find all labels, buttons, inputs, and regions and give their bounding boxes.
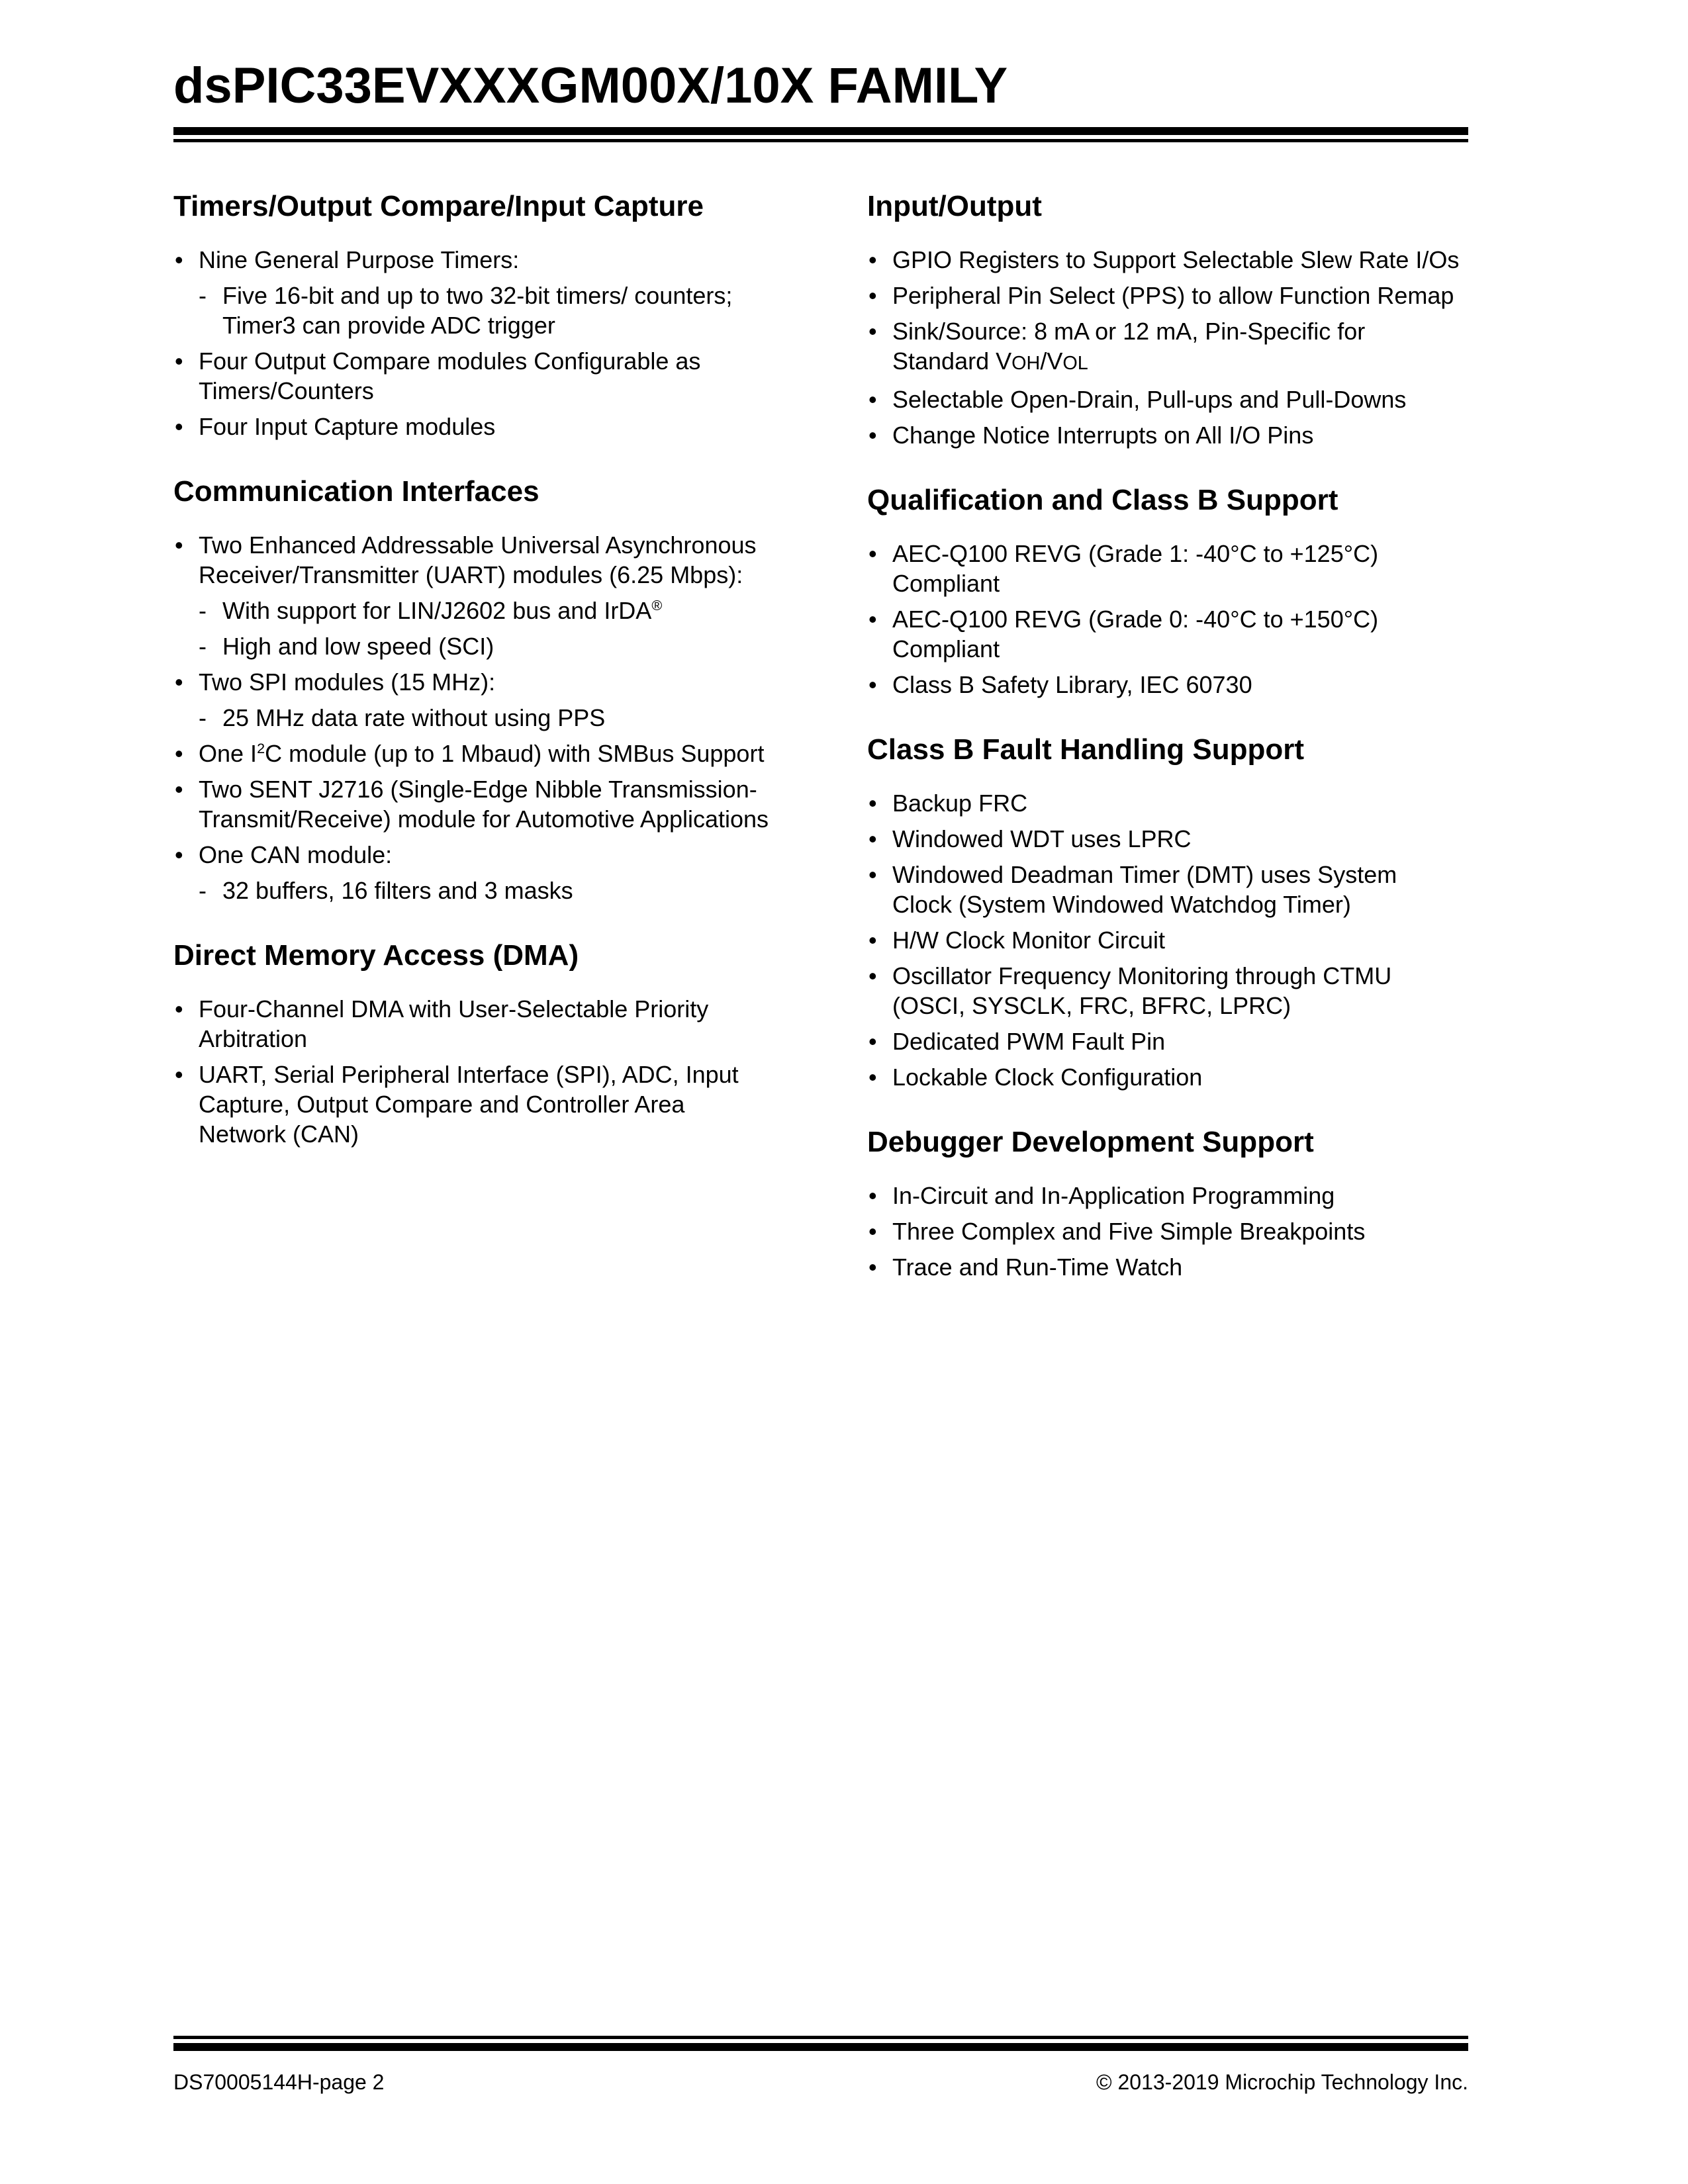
subscript-label: OL (1062, 353, 1088, 374)
section-direct-memory-access-dma (173, 934, 769, 1149)
footer-rule-thick (173, 2043, 1468, 2051)
section-heading: Input/Output (867, 190, 1042, 222)
item-text: Three Complex and Five Simple Breakpoints (892, 1218, 1366, 1245)
sub-list-item (173, 876, 769, 905)
bullet-list (173, 994, 769, 1149)
item-text: Two Enhanced Addressable Universal Asynchronous Receiver/Transmitter (UART) modules (6.25 Mbps): (199, 531, 757, 588)
item-text: Two SPI modules (15 MHz): (199, 668, 496, 696)
item-text: Selectable Open-Drain, Pull-ups and Pull-Downs (892, 386, 1407, 413)
item-text: Two SENT J2716 (Single-Edge Nibble Transmission-Transmit/Receive) module for Automotive Applications (199, 776, 769, 833)
bullet-list (867, 245, 1463, 450)
item-text: Lockable Clock Configuration (892, 1064, 1203, 1091)
item-text: Class B Safety Library, IEC 60730 (892, 671, 1252, 698)
item-text: Sink/Source: 8 mA or 12 mA, Pin-Specific for Standard V (892, 318, 1366, 375)
list-item (867, 1252, 1463, 1282)
list-item (867, 245, 1463, 275)
list-item (173, 667, 769, 697)
bullet-list (867, 539, 1463, 700)
sub-list-item (173, 631, 769, 661)
item-text: Windowed WDT uses LPRC (892, 825, 1192, 852)
bullet-list (173, 530, 769, 905)
list-item (867, 788, 1463, 818)
list-item (173, 1060, 769, 1149)
section-heading: Timers/Output Compare/Input Capture (173, 190, 704, 222)
section-class-b-fault-handling-support (867, 729, 1463, 1092)
item-text: Trace and Run-Time Watch (892, 1253, 1183, 1281)
list-item (173, 412, 769, 441)
item-text: Backup FRC (892, 790, 1028, 817)
item-text: GPIO Registers to Support Selectable Slew Rate I/Os (892, 246, 1460, 273)
list-item (173, 245, 769, 275)
list-item (173, 530, 769, 590)
section-heading: Class B Fault Handling Support (867, 733, 1305, 766)
section-qualification-and-class-b-support (867, 479, 1463, 700)
list-item (867, 539, 1463, 598)
list-item (867, 1181, 1463, 1210)
header-rule-thin (173, 139, 1468, 142)
section-debugger-development-support (867, 1121, 1463, 1282)
item-text: Windowed Deadman Timer (DMT) uses System Clock (System Windowed Watchdog Timer) (892, 861, 1397, 918)
list-item (867, 925, 1463, 955)
item-text: Change Notice Interrupts on All I/O Pins (892, 422, 1314, 449)
left-column (173, 185, 769, 1178)
list-item (867, 860, 1463, 919)
header-rule-thick (173, 127, 1468, 135)
list-item (173, 840, 769, 870)
footer-rule-thin (173, 2036, 1468, 2039)
item-text: 32 buffers, 16 filters and 3 masks (222, 877, 573, 904)
section-communication-interfaces (173, 471, 769, 905)
section-timers-output-compare-input-capture (173, 185, 769, 441)
item-text: AEC-Q100 REVG (Grade 0: -40°C to +150°C) Compliant (892, 606, 1379, 662)
section-input-output (867, 185, 1463, 450)
item-text: Four Input Capture modules (199, 413, 496, 440)
list-item (867, 281, 1463, 310)
section-heading: Communication Interfaces (173, 475, 539, 508)
item-text: Oscillator Frequency Monitoring through CTMU (OSCI, SYSCLK, FRC, BFRC, LPRC) (892, 962, 1392, 1019)
list-item (867, 1026, 1463, 1056)
item-text: Dedicated PWM Fault Pin (892, 1028, 1166, 1055)
list-item (173, 346, 769, 406)
list-item (867, 1216, 1463, 1246)
bullet-list (173, 245, 769, 441)
list-item (867, 824, 1463, 854)
subscript-label: OH (1011, 353, 1041, 374)
sub-list-item (173, 596, 769, 625)
footer-copyright: © 2013-2019 Microchip Technology Inc. (1096, 2070, 1468, 2094)
item-text-prefix: One I (199, 740, 258, 767)
item-text: UART, Serial Peripheral Interface (SPI), ADC, Input Capture, Output Compare and Controller Area Network (CAN) (199, 1061, 739, 1148)
item-text: C module (up to 1 Mbaud) with SMBus Support (265, 740, 765, 767)
item-text-separator: /V (1040, 347, 1063, 375)
list-item (867, 385, 1463, 414)
sub-list-item (173, 703, 769, 733)
item-text: Peripheral Pin Select (PPS) to allow Function Remap (892, 282, 1454, 309)
list-item (173, 994, 769, 1054)
list-item (867, 961, 1463, 1021)
item-text: With support for LIN/J2602 bus and IrDA (222, 597, 652, 624)
list-item (867, 670, 1463, 700)
list-item (173, 739, 769, 768)
list-item (173, 774, 769, 834)
list-item (867, 1062, 1463, 1092)
bullet-list (867, 788, 1463, 1092)
list-item (867, 604, 1463, 664)
section-heading: Direct Memory Access (DMA) (173, 939, 579, 972)
item-text: Four-Channel DMA with User-Selectable Priority Arbitration (199, 995, 709, 1052)
item-text: Four Output Compare modules Configurable as Timers/Counters (199, 347, 701, 404)
item-text: One CAN module: (199, 841, 393, 868)
section-heading: Debugger Development Support (867, 1126, 1314, 1158)
superscript: 2 (257, 740, 265, 756)
item-text: H/W Clock Monitor Circuit (892, 927, 1166, 954)
footer-doc-id: DS70005144H-page 2 (173, 2070, 385, 2094)
item-text: AEC-Q100 REVG (Grade 1: -40°C to +125°C) Compliant (892, 540, 1379, 597)
sub-list-item (173, 281, 769, 340)
superscript: ® (651, 597, 663, 614)
item-text: Nine General Purpose Timers: (199, 246, 520, 273)
page-title: dsPIC33EVXXXGM00X/10X FAMILY (173, 58, 1008, 114)
item-text: 25 MHz data rate without using PPS (222, 704, 606, 731)
section-heading: Qualification and Class B Support (867, 484, 1338, 516)
list-item (867, 420, 1463, 450)
bullet-list (867, 1181, 1463, 1282)
right-column (867, 185, 1463, 1311)
item-text: In-Circuit and In-Application Programming (892, 1182, 1335, 1209)
item-text: High and low speed (SCI) (222, 633, 494, 660)
list-item (867, 316, 1463, 379)
item-text: Five 16-bit and up to two 32-bit timers/ counters; Timer3 can provide ADC trigger (222, 282, 733, 339)
